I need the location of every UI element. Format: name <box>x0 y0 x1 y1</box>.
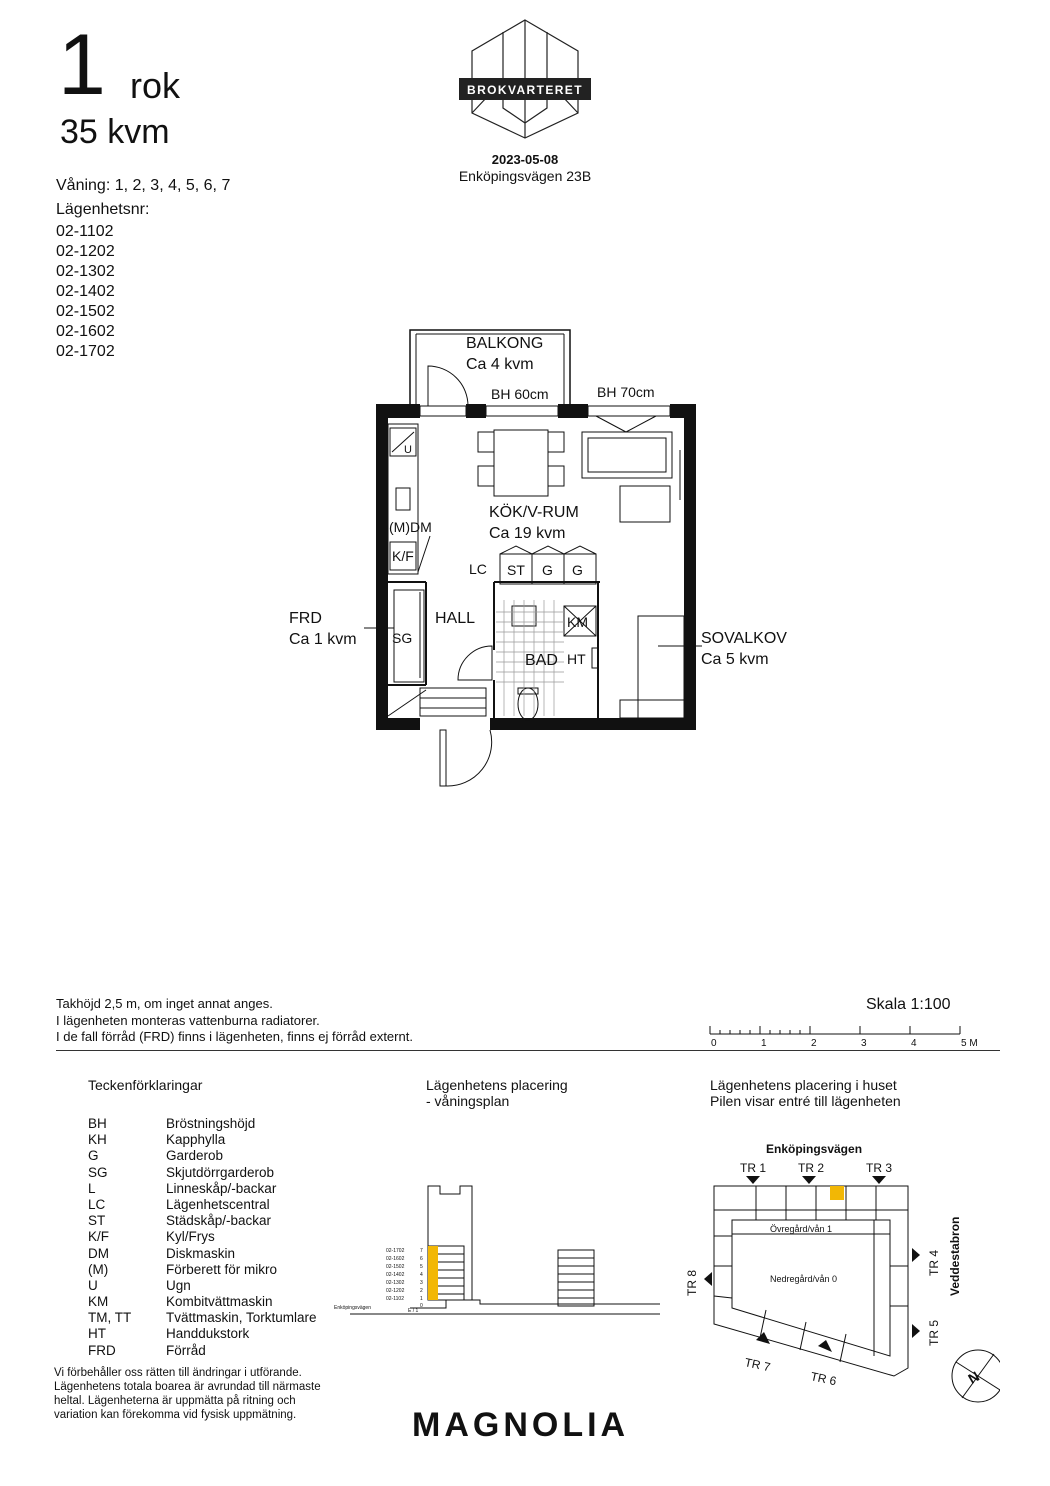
legend-text: Kombitvättmaskin <box>166 1294 273 1310</box>
section-floor-num: 6 <box>420 1256 423 1262</box>
site-street-right: Veddestabron <box>948 1216 962 1296</box>
legend-abbr: G <box>88 1148 99 1164</box>
disclaimer <box>54 1366 354 1422</box>
brokvarteret-logo <box>455 18 595 140</box>
apartment-number: 02-1102 <box>56 223 114 240</box>
floor-placement-subtitle: - våningsplan <box>426 1093 510 1109</box>
scale-tick: 2 <box>811 1038 817 1048</box>
section-floor-num: 1 <box>420 1296 423 1302</box>
legend-abbr: KM <box>88 1294 109 1310</box>
legend-abbr: SG <box>88 1164 108 1180</box>
st-label: ST <box>507 562 525 578</box>
entrance-tr7: TR 7 <box>743 1355 772 1375</box>
sovalkov-label: SOVALKOV <box>701 630 787 647</box>
magnolia-logo: MAGNOLIA <box>412 1406 630 1444</box>
scale-tick: 0 <box>711 1038 717 1048</box>
bh70-label: BH 70cm <box>597 384 655 400</box>
apartment-number-label: Lägenhetsnr: <box>56 201 150 218</box>
section-apt-code: 02-1602 <box>386 1256 405 1262</box>
floors-text: Våning: 1, 2, 3, 4, 5, 6, 7 <box>56 177 231 194</box>
oven-label: U <box>404 444 412 456</box>
legend-text: Lägenhetscentral <box>166 1196 270 1212</box>
legend-text: Skjutdörrgarderob <box>166 1164 275 1180</box>
legend-text: Kyl/Frys <box>166 1229 215 1245</box>
legend-row <box>88 1132 317 1148</box>
section-apt-code: 02-1302 <box>386 1280 405 1286</box>
legend-row <box>88 1165 317 1181</box>
scale-tick: 3 <box>861 1038 867 1048</box>
legend-row <box>88 1262 317 1278</box>
apartment-number: 02-1202 <box>56 243 115 260</box>
entrance-tr3: TR 3 <box>866 1161 893 1175</box>
logo-text: BROKVARTERET <box>467 83 583 97</box>
legend-abbr: FRD <box>88 1342 116 1358</box>
section-apt-code: 02-1102 <box>386 1296 404 1302</box>
legend-abbr: L <box>88 1180 96 1196</box>
section-floor-num: 5 <box>420 1264 423 1270</box>
section-floor-num: 7 <box>420 1248 423 1254</box>
kitchen-living-area: Ca 19 kvm <box>489 525 566 542</box>
apartment-number: 02-1502 <box>56 303 115 320</box>
legend-abbr: KH <box>88 1132 107 1148</box>
legend-title: Teckenförklaringar <box>88 1077 203 1093</box>
legend-text: Bröstningshöjd <box>166 1116 256 1131</box>
lower-yard-label: Nedregård/vån 0 <box>770 1274 838 1284</box>
fridge-freezer-label: K/F <box>392 548 414 564</box>
legend-row <box>88 1181 317 1197</box>
section-street-label: Enköpingsvägen <box>334 1305 371 1311</box>
entrance-tr6: TR 6 <box>809 1369 838 1389</box>
scale-tick: 1 <box>761 1038 767 1048</box>
section-apt-code: 02-1402 <box>386 1272 405 1278</box>
apartment-number-list <box>56 222 115 362</box>
plan-address: Enköpingsvägen 23B <box>458 168 592 184</box>
section-apt-code: 02-1502 <box>386 1264 405 1270</box>
legend-abbr: TM, TT <box>88 1310 132 1326</box>
sliding-wardrobe-label: SG <box>392 630 413 646</box>
room-unit: rok <box>130 65 181 106</box>
disclaimer-line: Lägenhetens totala boarea är avrundad till närmaste <box>54 1381 321 1393</box>
legend-abbr: U <box>88 1277 98 1293</box>
north-arrow-label: N <box>965 1367 983 1387</box>
legend-abbr: ST <box>88 1213 106 1229</box>
section-floor-num: 3 <box>420 1280 423 1286</box>
legend-row <box>88 1229 317 1245</box>
legend-row <box>88 1278 317 1294</box>
section-apt-code: 02-1702 <box>386 1248 405 1254</box>
lc-label: LC <box>469 561 487 577</box>
legend-abbr: LC <box>88 1196 106 1212</box>
legend-text: Kapphylla <box>166 1132 226 1148</box>
legend-row <box>88 1116 317 1132</box>
section-apt-code: 02-1202 <box>386 1288 405 1294</box>
legend-text: Linneskåp/-backar <box>166 1180 277 1196</box>
legend-row <box>88 1294 317 1310</box>
apartment-number: 02-1602 <box>56 323 115 340</box>
bathroom-label: BAD <box>525 652 558 669</box>
legend-abbr: BH <box>88 1116 107 1131</box>
room-count: 1 <box>58 17 106 113</box>
legend-text: Diskmaskin <box>166 1245 236 1261</box>
apartment-area: 35 kvm <box>60 113 170 151</box>
apartment-highlight <box>428 1246 438 1300</box>
apartment-number: 02-1402 <box>56 283 115 300</box>
scale-bar <box>706 1022 996 1048</box>
note-line: Takhöjd 2,5 m, om inget annat anges. <box>56 996 273 1011</box>
sovalkov-area: Ca 5 kvm <box>701 651 769 668</box>
wardrobe-label: G <box>572 562 583 578</box>
notes <box>56 996 413 1046</box>
ht-label: HT <box>567 651 586 667</box>
disclaimer-line: heltal. Lägenheterna är uppmätta på ritning och <box>54 1395 296 1407</box>
apartment-number: 02-1302 <box>56 263 115 280</box>
legend-row <box>88 1310 317 1326</box>
section-ground-label: E / 1 <box>408 1308 419 1314</box>
wardrobe-label: G <box>542 562 553 578</box>
house-placement-subtitle: Pilen visar entré till lägenheten <box>710 1093 901 1109</box>
floor-section-diagram <box>330 1180 670 1330</box>
note-line: I de fall förråd (FRD) finns i lägenheten, finns ej förråd externt. <box>56 1029 413 1044</box>
kitchen-living-label: KÖK/V-RUM <box>489 504 579 521</box>
section-floor-num: 4 <box>420 1272 423 1278</box>
balkong-area: Ca 4 kvm <box>466 356 534 373</box>
entrance-tr1: TR 1 <box>740 1161 767 1175</box>
legend-text: Handdukstork <box>166 1326 250 1342</box>
bh60-label: BH 60cm <box>491 386 549 402</box>
scale-tick: 5 M <box>961 1038 978 1048</box>
legend-row <box>88 1197 317 1213</box>
hall-label: HALL <box>435 610 476 627</box>
site-plan <box>676 1136 1000 1432</box>
legend-row <box>88 1148 317 1164</box>
legend-row <box>88 1213 317 1229</box>
scale-tick: 4 <box>911 1038 917 1048</box>
legend-text: Städskåp/-backar <box>166 1213 272 1229</box>
microwave-label: (M) <box>389 519 410 535</box>
legend-list <box>88 1116 317 1359</box>
section-floor-num: 2 <box>420 1288 423 1294</box>
entrance-tr2: TR 2 <box>798 1161 825 1175</box>
floor-placement-title: Lägenhetens placering <box>426 1077 568 1093</box>
legend-text: Garderob <box>166 1148 224 1164</box>
dishwasher-label: DM <box>410 519 432 535</box>
legend-abbr: K/F <box>88 1229 110 1245</box>
disclaimer-line: variation kan förekomma vid fysisk uppmätning. <box>54 1409 297 1421</box>
house-placement-title: Lägenhetens placering i huset <box>710 1077 897 1093</box>
legend-text: Tvättmaskin, Torktumlare <box>166 1310 317 1326</box>
km-label: KM <box>567 614 588 630</box>
scale-title: Skala 1:100 <box>866 996 951 1013</box>
site-street-top: Enköpingsvägen <box>766 1142 863 1156</box>
apartment-location-highlight <box>830 1186 844 1200</box>
legend-abbr: DM <box>88 1245 109 1261</box>
upper-yard-label: Övregård/vån 1 <box>770 1224 833 1234</box>
legend-text: Förberett för mikro <box>166 1261 278 1277</box>
section-divider <box>56 1050 1000 1051</box>
legend-abbr: (M) <box>88 1261 109 1277</box>
legend-abbr: HT <box>88 1326 106 1342</box>
note-line: I lägenheten monteras vattenburna radiatorer. <box>56 1012 320 1028</box>
legend-text: Förråd <box>166 1342 206 1358</box>
legend-row <box>88 1343 317 1359</box>
entrance-tr4: TR 4 <box>927 1249 941 1276</box>
apartment-number: 02-1702 <box>56 343 115 360</box>
section-floor-num: 0 <box>420 1303 423 1309</box>
storage-label: FRD <box>289 610 322 627</box>
legend-row <box>88 1246 317 1262</box>
entrance-tr8: TR 8 <box>685 1269 699 1296</box>
disclaimer-line: Vi förbehåller oss rätten till ändringar i utförande. <box>54 1367 302 1379</box>
legend-row <box>88 1326 317 1342</box>
entrance-tr5: TR 5 <box>927 1319 941 1346</box>
plan-date: 2023-05-08 <box>491 152 559 167</box>
balkong-label: BALKONG <box>466 335 544 352</box>
legend-text: Ugn <box>166 1277 191 1293</box>
storage-area: Ca 1 kvm <box>289 631 357 648</box>
